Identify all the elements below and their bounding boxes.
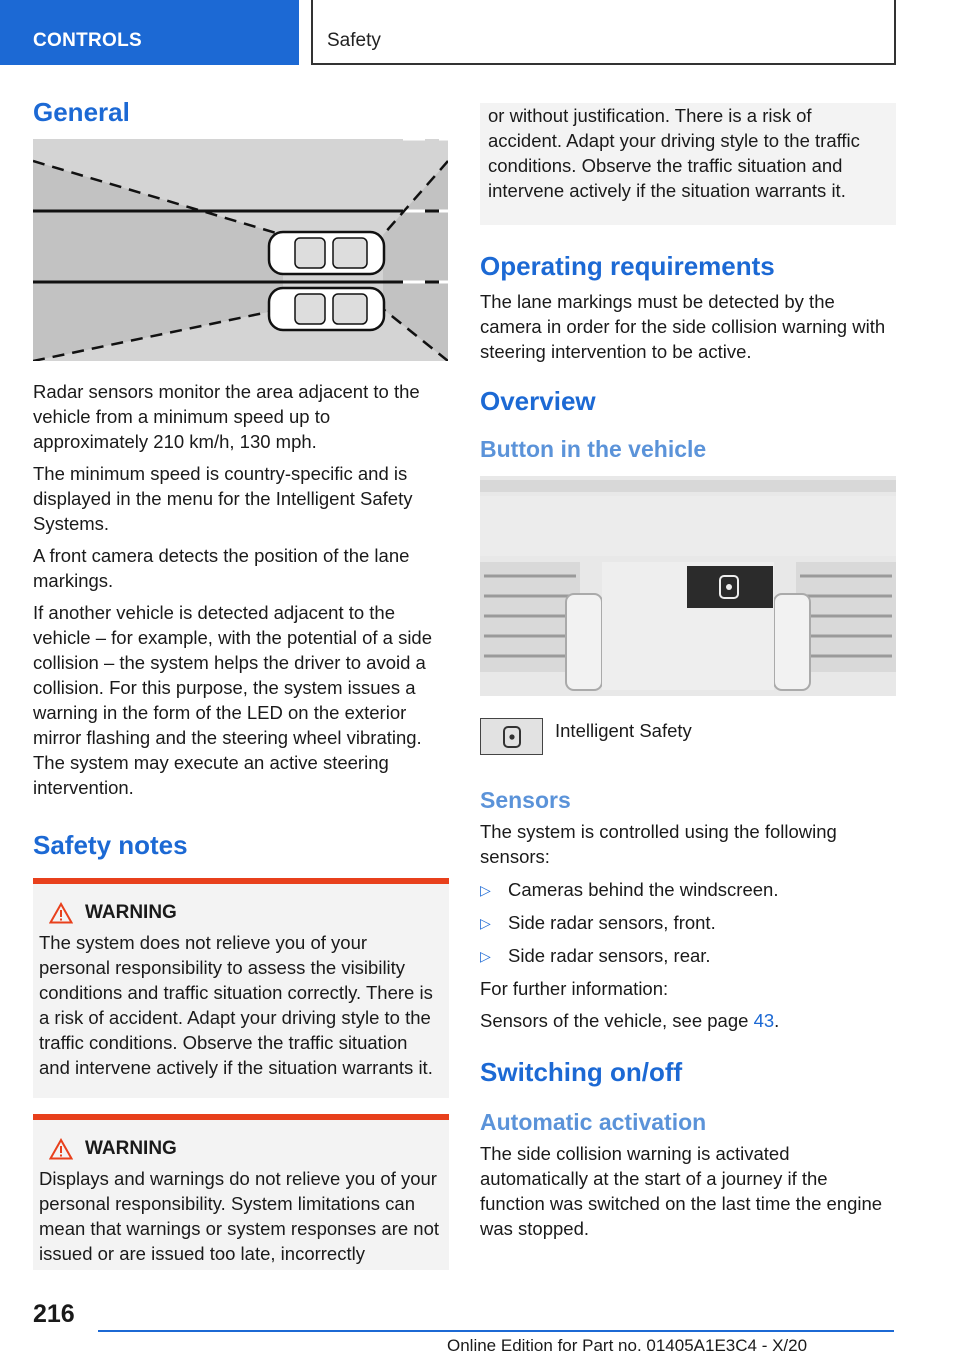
warning-text-1: The system does not relieve you of your personal responsibility to assess the visibility conditions and traffic situation correctly. There is a risk of accident. Adapt your driving style to the traffic conditions. Observe the traffic situation and intervene actively if the situation warrants it. bbox=[39, 932, 433, 1078]
sensors-list bbox=[480, 877, 896, 969]
sensor-item-1: Cameras behind the windscreen. bbox=[508, 879, 779, 900]
intelligent-safety-button-icon bbox=[480, 718, 543, 755]
chapter-title: Safety bbox=[327, 30, 381, 51]
sensors-intro: The system is controlled using the following sensors: bbox=[480, 821, 837, 867]
triangle-bullet-icon: ▷ bbox=[480, 882, 491, 898]
warning-box-2 bbox=[33, 1114, 449, 1270]
operating-requirements-heading: Operating requirements bbox=[480, 251, 775, 281]
list-item bbox=[480, 910, 896, 936]
warning-text-2-continued: or without justification. There is a risk of accident. Adapt your driving style to the traffic conditions. Observe the traffic situation and intervene actively if the situation warrants it. bbox=[488, 105, 860, 201]
warning-text-2: Displays and warnings do not relieve you of your personal responsibility. System limitations can mean that warnings or system responses are not issued or are issued too late, incorrectly bbox=[39, 1168, 439, 1264]
section-label: CONTROLS bbox=[33, 30, 143, 51]
sensors-reference-text: Sensors of the vehicle, see page bbox=[480, 1010, 754, 1031]
footer-edition: Online Edition for Part no. 01405A1E3C4 - X/20 bbox=[447, 1336, 808, 1355]
automatic-activation-heading: Automatic activation bbox=[480, 1109, 707, 1135]
dashboard-button-illustration bbox=[480, 476, 896, 696]
car-front-icon bbox=[269, 232, 384, 274]
warning-box-1 bbox=[33, 878, 449, 1098]
general-paragraph-3: A front camera detects the position of the lane markings. bbox=[33, 545, 410, 591]
left-column bbox=[33, 95, 449, 1270]
warning-box-2-continued bbox=[480, 103, 896, 225]
warning-triangle-icon bbox=[49, 1138, 73, 1160]
general-paragraph-1: Radar sensors monitor the area adjacent to the vehicle from a minimum speed up to approximately 210 km/h, 130 mph. bbox=[33, 381, 420, 452]
warning-title-2-text: WARNING bbox=[85, 1138, 177, 1159]
general-heading: General bbox=[33, 97, 130, 127]
right-column bbox=[480, 103, 896, 1248]
car-rear-icon bbox=[269, 288, 384, 330]
page-number: 216 bbox=[33, 1300, 75, 1328]
warning-title-1-text: WARNING bbox=[85, 902, 177, 923]
sensor-item-2: Side radar sensors, front. bbox=[508, 912, 716, 933]
button-in-vehicle-heading: Button in the vehicle bbox=[480, 436, 707, 462]
operating-requirements-text: The lane markings must be detected by the camera in order for the side collision warning with steering intervention to be active. bbox=[480, 291, 886, 362]
page-link-43[interactable]: 43 bbox=[753, 1010, 775, 1031]
switching-heading: Switching on/off bbox=[480, 1057, 683, 1087]
automatic-activation-text: The side collision warning is activated automatically at the start of a journey if the function was switched on the last time the engine was stopped. bbox=[480, 1143, 883, 1239]
overview-heading: Overview bbox=[480, 386, 596, 416]
list-item bbox=[480, 877, 896, 903]
warning-title-2 bbox=[49, 1138, 443, 1160]
general-paragraph-2: The minimum speed is country-specific and is displayed in the menu for the Intelligent Safety Systems. bbox=[33, 463, 413, 534]
further-info: For further information: bbox=[480, 978, 669, 999]
list-item bbox=[480, 943, 896, 969]
button-legend bbox=[480, 718, 896, 755]
button-legend-label: Intelligent Safety bbox=[555, 720, 692, 741]
sensors-heading: Sensors bbox=[480, 787, 571, 813]
lane-radar-illustration bbox=[33, 139, 448, 361]
footer-divider bbox=[98, 1330, 894, 1332]
chapter-tab bbox=[311, 0, 896, 65]
sensors-reference: Sensors of the vehicle, see page 43. bbox=[480, 1010, 780, 1031]
warning-title-1 bbox=[49, 902, 443, 924]
triangle-bullet-icon: ▷ bbox=[480, 948, 491, 964]
sensor-item-3: Side radar sensors, rear. bbox=[508, 945, 711, 966]
safety-notes-heading: Safety notes bbox=[33, 830, 188, 860]
section-tab bbox=[0, 0, 299, 65]
triangle-bullet-icon: ▷ bbox=[480, 915, 491, 931]
general-paragraph-4: If another vehicle is detected adjacent to the vehicle – for example, with the potential of a side collision – the system helps the driver to avoid a collision. For this purpose, the system issues a warning in the form of the LED on the exterior mirror flashing and the steering wheel vibrating. The system may execute an active steering intervention. bbox=[33, 602, 433, 798]
warning-triangle-icon bbox=[49, 902, 73, 924]
